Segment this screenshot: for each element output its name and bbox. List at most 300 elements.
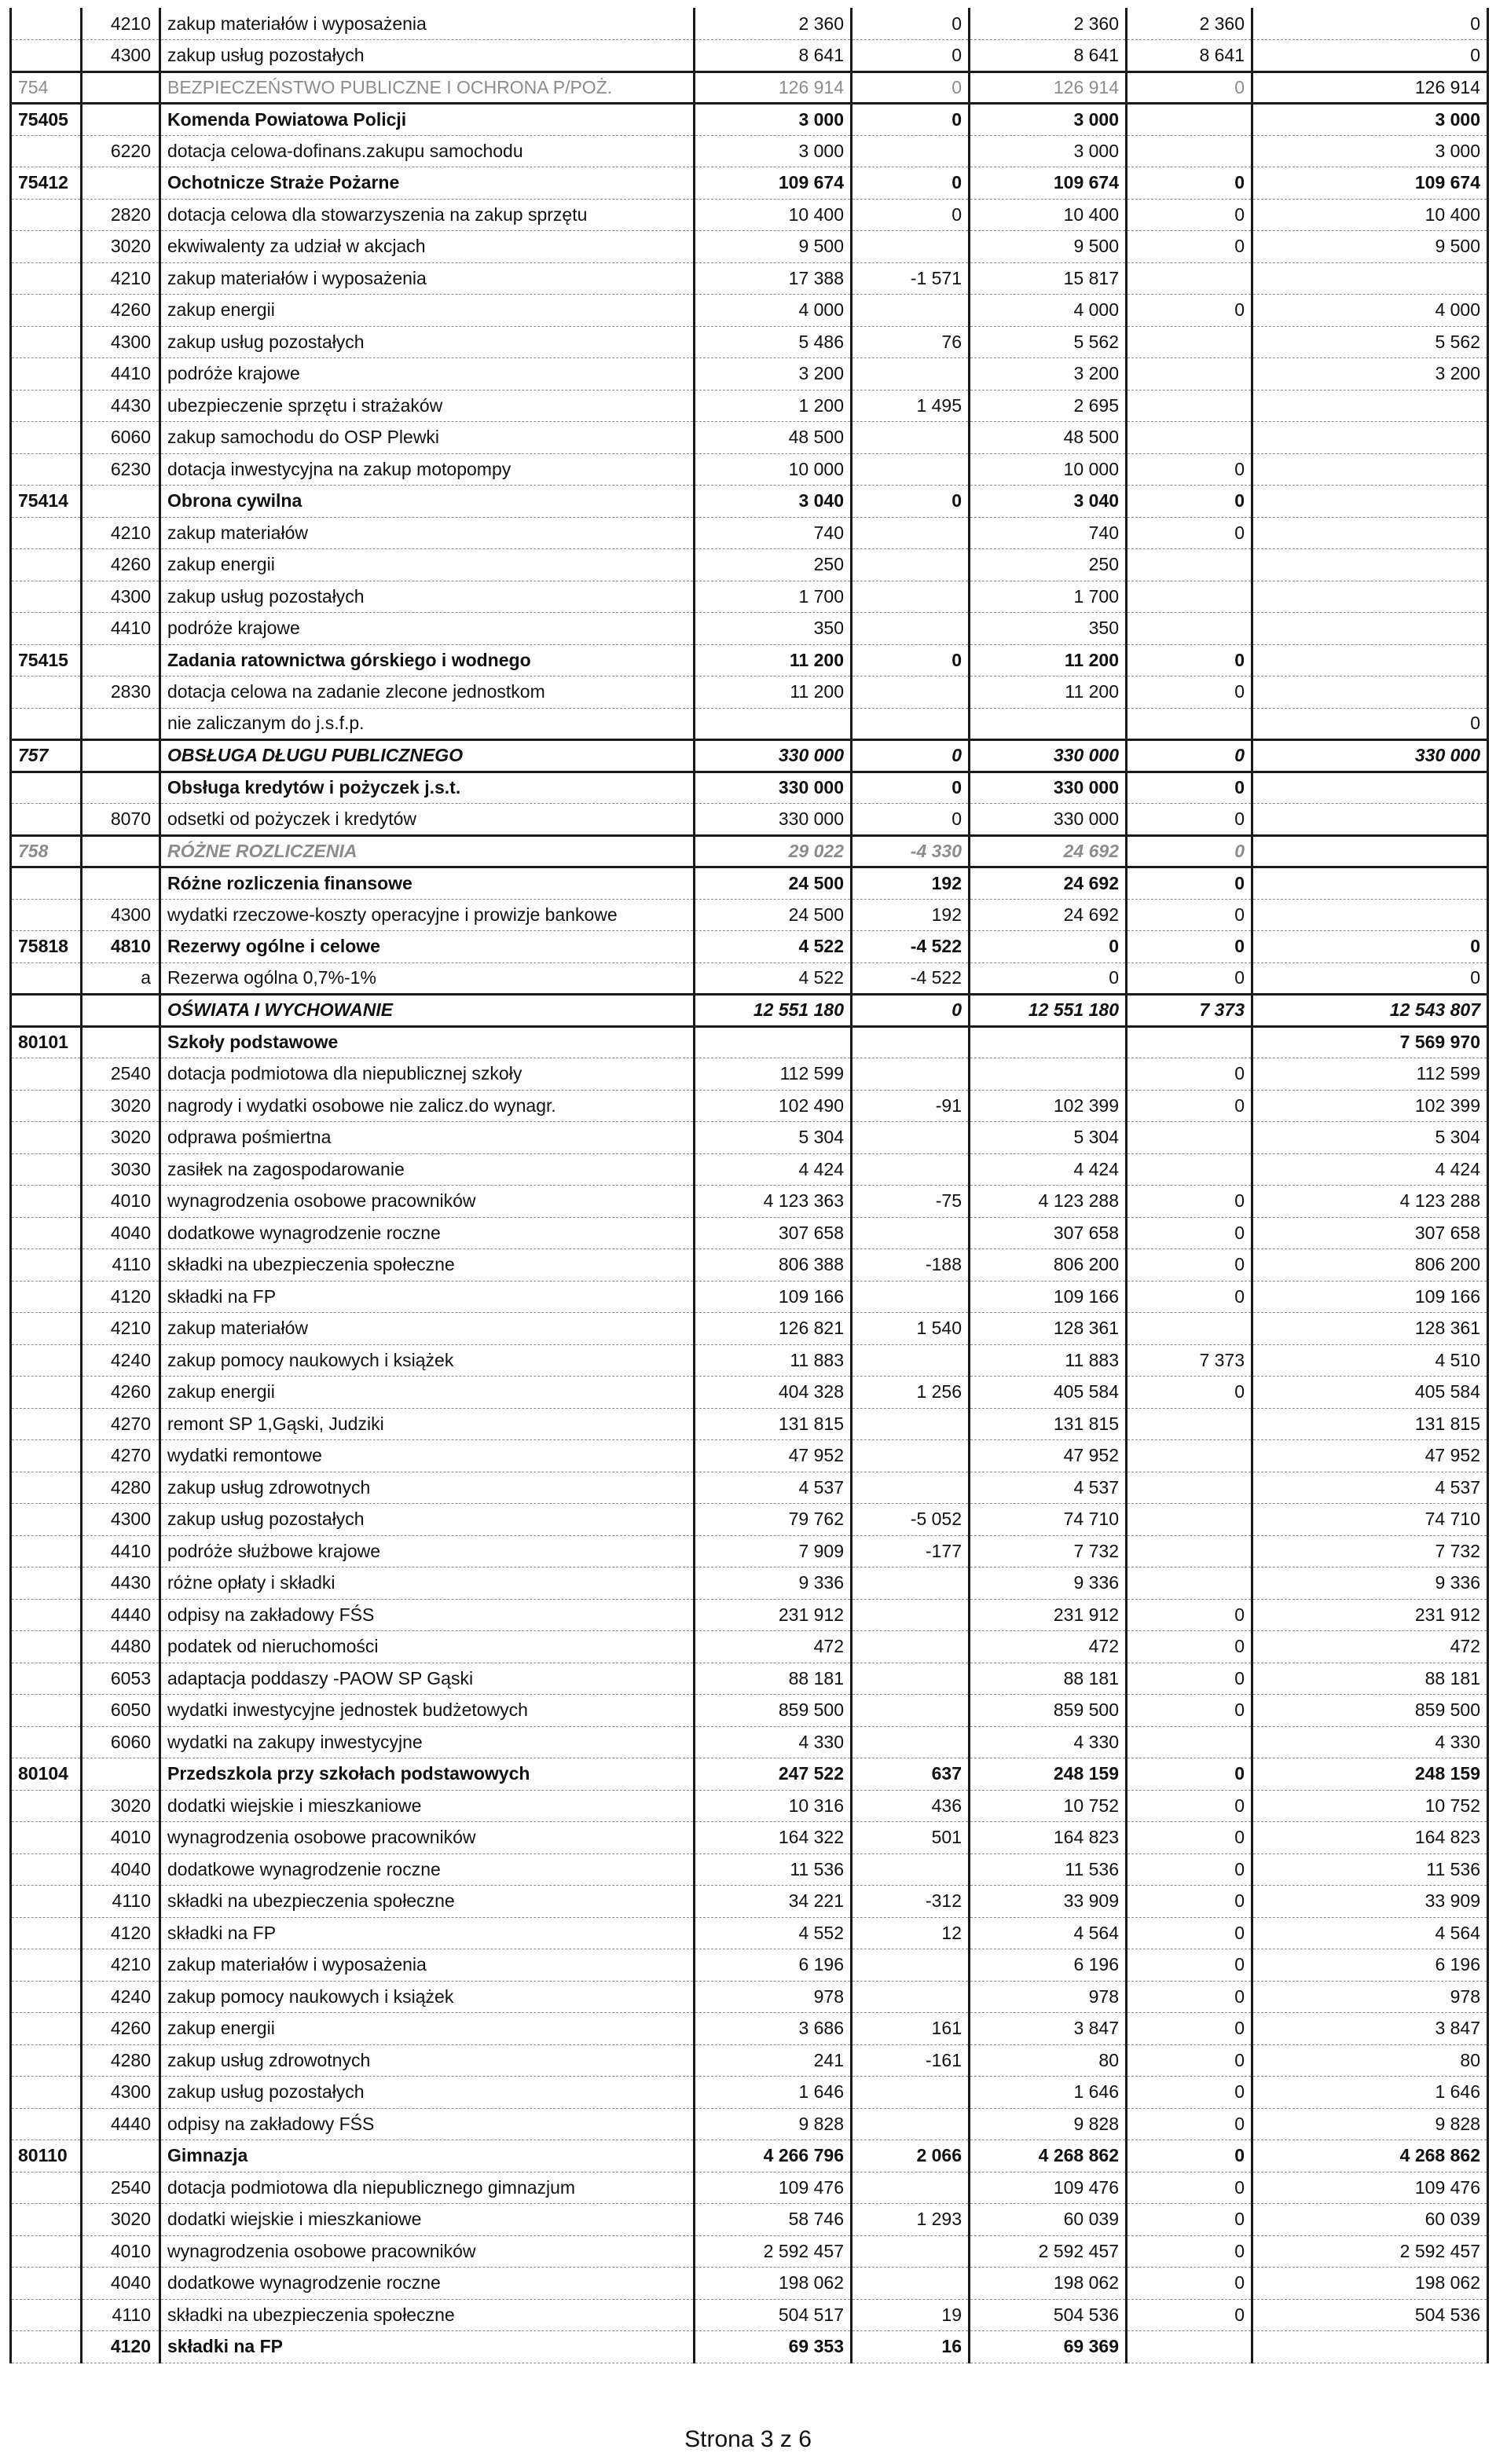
amount-after-change: 330 000 [970,740,1127,772]
budget-table [9,8,1489,2363]
subsidy-amount [1127,1122,1252,1154]
paragraph-code [82,72,160,104]
paragraph-code [82,1758,160,1791]
amount-after-change: 80 [970,2044,1127,2077]
chapter-code [11,1186,82,1218]
chapter-code [11,1599,82,1631]
total-amount [1252,772,1488,804]
amount-after-change: 2 695 [970,390,1127,422]
change-amount [852,2268,970,2300]
subsidy-amount: 0 [1127,517,1252,549]
planned-amount: 1 700 [695,581,852,613]
change-amount: 19 [852,2299,970,2331]
subsidy-amount [1127,1504,1252,1536]
amount-after-change: 10 752 [970,1790,1127,1822]
subsidy-amount: 7 373 [1127,995,1252,1027]
table-row [11,1981,1488,2013]
table-row [11,1599,1488,1631]
table-row [11,199,1488,231]
subsidy-amount: 0 [1127,1917,1252,1949]
table-row [11,1344,1488,1377]
table-row [11,104,1488,136]
amount-after-change [970,1058,1127,1091]
table-row [11,835,1488,867]
paragraph-code: 4010 [82,2235,160,2268]
table-row [11,1886,1488,1918]
total-amount: 9 336 [1252,1568,1488,1600]
chapter-code [11,995,82,1027]
table-row [11,1949,1488,1982]
chapter-code [11,581,82,613]
item-name: nagrody i wydatki osobowe nie zalicz.do wynagr. [160,1090,695,1122]
item-name: składki na ubezpieczenia społeczne [160,1886,695,1918]
change-amount [852,1631,970,1663]
amount-after-change: 4 537 [970,1472,1127,1504]
amount-after-change: 24 692 [970,867,1127,900]
item-name: odpisy na zakładowy FŚS [160,2108,695,2140]
change-amount [852,1058,970,1091]
item-name: zakup usług pozostałych [160,1504,695,1536]
chapter-code [11,899,82,931]
total-amount: 47 952 [1252,1440,1488,1472]
change-amount [852,1344,970,1377]
planned-amount: 10 000 [695,453,852,486]
paragraph-code: 4410 [82,613,160,645]
paragraph-code: 4110 [82,2299,160,2331]
planned-amount: 17 388 [695,262,852,295]
chapter-code: 80104 [11,1758,82,1791]
planned-amount: 198 062 [695,2268,852,2300]
chapter-code [11,1249,82,1282]
paragraph-code [82,486,160,518]
section-code: 758 [11,835,82,867]
amount-after-change: 109 476 [970,2172,1127,2204]
amount-after-change: 8 641 [970,40,1127,72]
change-amount: 0 [852,740,970,772]
item-name: zakup usług pozostałych [160,326,695,358]
chapter-code [11,326,82,358]
planned-amount: 5 486 [695,326,852,358]
total-amount: 5 562 [1252,326,1488,358]
table-row [11,1790,1488,1822]
planned-amount: 69 353 [695,2331,852,2363]
total-amount: 4 123 288 [1252,1186,1488,1218]
table-row [11,867,1488,900]
paragraph-code: 4210 [82,517,160,549]
table-row [11,1440,1488,1472]
change-amount: 1 293 [852,2204,970,2236]
item-name: wynagrodzenia osobowe pracowników [160,2235,695,2268]
subsidy-amount: 0 [1127,1058,1252,1091]
change-amount: -312 [852,1886,970,1918]
change-amount: 0 [852,72,970,104]
paragraph-code: 4300 [82,1504,160,1536]
chapter-code: 75412 [11,167,82,200]
chapter-code [11,2077,82,2109]
planned-amount: 3 000 [695,104,852,136]
amount-after-change: 198 062 [970,2268,1127,2300]
chapter-code [11,1917,82,1949]
change-amount [852,1599,970,1631]
total-amount [1252,549,1488,581]
change-amount: 16 [852,2331,970,2363]
total-amount: 4 564 [1252,1917,1488,1949]
paragraph-code: 4480 [82,1631,160,1663]
item-name: zakup energii [160,549,695,581]
amount-after-change: 4 424 [970,1153,1127,1186]
total-amount: 248 159 [1252,1758,1488,1791]
chapter-code [11,2204,82,2236]
change-amount: -188 [852,1249,970,1282]
change-amount [852,1568,970,1600]
change-amount [852,1408,970,1440]
planned-amount: 109 476 [695,2172,852,2204]
paragraph-code: 4270 [82,1440,160,1472]
change-amount [852,1281,970,1313]
chapter-code [11,1377,82,1409]
paragraph-code [82,2140,160,2172]
paragraph-code: 6053 [82,1663,160,1695]
amount-after-change: 88 181 [970,1663,1127,1695]
paragraph-code: 4270 [82,1408,160,1440]
item-name: Rezerwy ogólne i celowe [160,931,695,963]
planned-amount: 164 322 [695,1822,852,1854]
paragraph-code: 4810 [82,931,160,963]
amount-after-change: 3 000 [970,135,1127,167]
item-name: zakup materiałów [160,1313,695,1345]
subsidy-amount: 0 [1127,167,1252,200]
chapter-code [11,1440,82,1472]
total-amount: 2 592 457 [1252,2235,1488,2268]
amount-after-change: 2 360 [970,8,1127,40]
chapter-code [11,549,82,581]
table-row [11,1408,1488,1440]
item-name: Obrona cywilna [160,486,695,518]
item-name: zakup pomocy naukowych i książek [160,1981,695,2013]
subsidy-amount: 0 [1127,2013,1252,2045]
planned-amount: 859 500 [695,1695,852,1727]
amount-after-change: 504 536 [970,2299,1127,2331]
table-row [11,1026,1488,1058]
amount-after-change: 0 [970,962,1127,995]
chapter-code [11,1153,82,1186]
planned-amount: 48 500 [695,422,852,454]
chapter-code [11,1631,82,1663]
table-row [11,40,1488,72]
paragraph-code: 4300 [82,581,160,613]
table-row [11,708,1488,740]
amount-after-change: 806 200 [970,1249,1127,1282]
planned-amount: 4 537 [695,1472,852,1504]
planned-amount: 112 599 [695,1058,852,1091]
amount-after-change: 6 196 [970,1949,1127,1982]
chapter-code [11,1313,82,1345]
amount-after-change: 3 040 [970,486,1127,518]
paragraph-code: 6060 [82,1726,160,1758]
planned-amount: 10 400 [695,199,852,231]
total-amount: 0 [1252,931,1488,963]
item-name: dotacja celowa na zadanie zlecone jednostkom [160,676,695,709]
subsidy-amount: 0 [1127,2108,1252,2140]
paragraph-code: 4440 [82,1599,160,1631]
amount-after-change: 3 000 [970,104,1127,136]
item-name: ekwiwalenty za udział w akcjach [160,231,695,263]
planned-amount: 8 641 [695,40,852,72]
item-name: zakup energii [160,1377,695,1409]
subsidy-amount: 0 [1127,2235,1252,2268]
table-row [11,1122,1488,1154]
paragraph-code: 3020 [82,1090,160,1122]
planned-amount: 4 330 [695,1726,852,1758]
chapter-code: 75414 [11,486,82,518]
chapter-code [11,199,82,231]
chapter-code [11,1504,82,1536]
subsidy-amount [1127,1440,1252,1472]
planned-amount: 978 [695,1981,852,2013]
planned-amount: 241 [695,2044,852,2077]
chapter-code [11,517,82,549]
subsidy-amount [1127,549,1252,581]
planned-amount: 6 196 [695,1949,852,1982]
subsidy-amount [1127,390,1252,422]
chapter-code [11,1726,82,1758]
paragraph-code: 2540 [82,1058,160,1091]
planned-amount: 9 500 [695,231,852,263]
subsidy-amount: 0 [1127,1090,1252,1122]
planned-amount: 9 336 [695,1568,852,1600]
change-amount [852,1026,970,1058]
change-amount [852,231,970,263]
chapter-code [11,676,82,709]
table-row [11,1535,1488,1568]
paragraph-code: 4210 [82,8,160,40]
paragraph-code: 3020 [82,231,160,263]
table-row [11,135,1488,167]
amount-after-change: 10 000 [970,453,1127,486]
subsidy-amount: 7 373 [1127,1344,1252,1377]
item-name: zasiłek na zagospodarowanie [160,1153,695,1186]
chapter-code: 80110 [11,2140,82,2172]
planned-amount: 109 674 [695,167,852,200]
paragraph-code: 4430 [82,390,160,422]
paragraph-code: 4260 [82,295,160,327]
total-amount: 0 [1252,708,1488,740]
planned-amount: 1 200 [695,390,852,422]
change-amount: 1 540 [852,1313,970,1345]
paragraph-code: 4120 [82,1281,160,1313]
paragraph-code: 4260 [82,549,160,581]
table-row [11,2108,1488,2140]
change-amount [852,549,970,581]
chapter-code [11,1981,82,2013]
planned-amount: 109 166 [695,1281,852,1313]
paragraph-code [82,167,160,200]
total-amount: 88 181 [1252,1663,1488,1695]
planned-amount: 4 123 363 [695,1186,852,1218]
item-name: zakup usług pozostałych [160,581,695,613]
table-row [11,1090,1488,1122]
table-row [11,453,1488,486]
amount-after-change: 15 817 [970,262,1127,295]
amount-after-change: 330 000 [970,772,1127,804]
item-name: dodatkowe wynagrodzenie roczne [160,1854,695,1886]
item-name: zakup materiałów i wyposażenia [160,1949,695,1982]
planned-amount: 11 536 [695,1854,852,1886]
chapter-code [11,40,82,72]
amount-after-change: 3 200 [970,358,1127,390]
amount-after-change: 69 369 [970,2331,1127,2363]
total-amount: 6 196 [1252,1949,1488,1982]
subsidy-amount [1127,262,1252,295]
table-row [11,1758,1488,1791]
item-name: składki na FP [160,1281,695,1313]
item-name: zakup usług pozostałych [160,2077,695,2109]
amount-after-change: 405 584 [970,1377,1127,1409]
chapter-code [11,1058,82,1091]
chapter-code [11,962,82,995]
amount-after-change: 4 268 862 [970,2140,1127,2172]
subsidy-amount: 0 [1127,2140,1252,2172]
change-amount [852,453,970,486]
amount-after-change: 131 815 [970,1408,1127,1440]
total-amount: 128 361 [1252,1313,1488,1345]
change-amount [852,517,970,549]
table-row [11,231,1488,263]
planned-amount: 4 424 [695,1153,852,1186]
table-row [11,676,1488,709]
subsidy-amount: 0 [1127,867,1252,900]
total-amount: 33 909 [1252,1886,1488,1918]
total-amount: 11 536 [1252,1854,1488,1886]
total-amount [1252,390,1488,422]
paragraph-code: 4280 [82,1472,160,1504]
subsidy-amount: 0 [1127,1377,1252,1409]
amount-after-change: 5 304 [970,1122,1127,1154]
change-amount: -5 052 [852,1504,970,1536]
table-row [11,1917,1488,1949]
paragraph-code: 4260 [82,2013,160,2045]
total-amount: 102 399 [1252,1090,1488,1122]
chapter-code [11,1217,82,1249]
change-amount: 0 [852,8,970,40]
planned-amount: 10 316 [695,1790,852,1822]
change-amount: -4 522 [852,931,970,963]
change-amount [852,1949,970,1982]
paragraph-code: 4240 [82,1344,160,1377]
total-amount [1252,422,1488,454]
total-amount [1252,453,1488,486]
subsidy-amount: 0 [1127,295,1252,327]
total-amount: 198 062 [1252,2268,1488,2300]
chapter-code [11,1281,82,1313]
amount-after-change: 109 166 [970,1281,1127,1313]
total-amount [1252,804,1488,836]
subsidy-amount: 0 [1127,2044,1252,2077]
total-amount [1252,867,1488,900]
change-amount [852,708,970,740]
total-amount: 4 510 [1252,1344,1488,1377]
subsidy-amount [1127,1408,1252,1440]
item-name: dotacja celowa dla stowarzyszenia na zakup sprzętu [160,199,695,231]
total-amount: 504 536 [1252,2299,1488,2331]
item-name: wynagrodzenia osobowe pracowników [160,1822,695,1854]
paragraph-code: 3020 [82,1790,160,1822]
subsidy-amount: 0 [1127,931,1252,963]
change-amount: 637 [852,1758,970,1791]
amount-after-change: 33 909 [970,1886,1127,1918]
amount-after-change: 47 952 [970,1440,1127,1472]
planned-amount: 4 552 [695,1917,852,1949]
planned-amount: 29 022 [695,835,852,867]
amount-after-change: 4 330 [970,1726,1127,1758]
table-row [11,390,1488,422]
change-amount: 12 [852,1917,970,1949]
change-amount: 1 256 [852,1377,970,1409]
table-row [11,2204,1488,2236]
chapter-code [11,804,82,836]
table-row [11,1281,1488,1313]
chapter-code [11,772,82,804]
subsidy-amount: 0 [1127,199,1252,231]
chapter-code [11,1122,82,1154]
total-amount: 12 543 807 [1252,995,1488,1027]
chapter-code [11,1408,82,1440]
planned-amount: 330 000 [695,772,852,804]
change-amount [852,581,970,613]
total-amount: 231 912 [1252,1599,1488,1631]
paragraph-code: 4300 [82,40,160,72]
subsidy-amount: 0 [1127,1949,1252,1982]
subsidy-amount: 0 [1127,644,1252,676]
planned-amount: 307 658 [695,1217,852,1249]
total-amount: 10 400 [1252,199,1488,231]
total-amount: 74 710 [1252,1504,1488,1536]
item-name: podróże krajowe [160,613,695,645]
item-name: odsetki od pożyczek i kredytów [160,804,695,836]
paragraph-code: 2830 [82,676,160,709]
item-name: składki na ubezpieczenia społeczne [160,2299,695,2331]
total-amount [1252,835,1488,867]
subsidy-amount [1127,1153,1252,1186]
total-amount: 859 500 [1252,1695,1488,1727]
subsidy-amount: 0 [1127,453,1252,486]
subsidy-amount [1127,135,1252,167]
subsidy-amount [1127,1726,1252,1758]
item-name: Różne rozliczenia finansowe [160,867,695,900]
subsidy-amount: 0 [1127,1886,1252,1918]
chapter-code [11,1949,82,1982]
item-name: zakup usług zdrowotnych [160,2044,695,2077]
planned-amount: 806 388 [695,1249,852,1282]
total-amount [1252,486,1488,518]
paragraph-code: 4040 [82,1217,160,1249]
planned-amount: 126 914 [695,72,852,104]
change-amount [852,422,970,454]
chapter-code [11,295,82,327]
table-row [11,8,1488,40]
chapter-code [11,1090,82,1122]
item-name: wynagrodzenia osobowe pracowników [160,1186,695,1218]
amount-after-change: 9 336 [970,1568,1127,1600]
table-row [11,1249,1488,1282]
total-amount: 806 200 [1252,1249,1488,1282]
planned-amount: 5 304 [695,1122,852,1154]
subsidy-amount: 0 [1127,1281,1252,1313]
change-amount: -4 522 [852,962,970,995]
paragraph-code [82,867,160,900]
amount-after-change: 126 914 [970,72,1127,104]
table-row [11,2331,1488,2363]
